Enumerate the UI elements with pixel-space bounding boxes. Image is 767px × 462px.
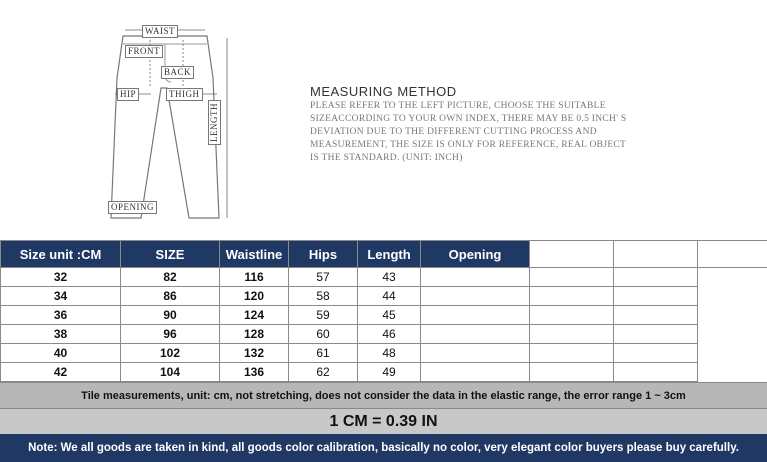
cell-length: 61 [289,344,358,363]
cell-waistline: 82 [121,268,220,287]
color-note: Note: We all goods are taken in kind, all goods color calibration, basically no color, very elegant color buyers please buy carefully. [0,434,767,462]
cell-hips: 136 [220,363,289,382]
table-row [1,363,767,382]
method-line: PLEASE REFER TO THE LEFT PICTURE, CHOOSE THE SUITABLE [310,101,606,111]
empty-cell [530,363,614,382]
method-line: MEASUREMENT, THE SIZE IS ONLY FOR REFERENCE, REAL OBJECT [310,140,627,150]
opening-label: OPENING [108,201,157,214]
cell-waistline: 90 [121,306,220,325]
header-opening: Opening [421,241,530,268]
empty-cell [421,325,530,344]
empty-cell [614,287,698,306]
cell-hips: 120 [220,287,289,306]
cell-waistline: 96 [121,325,220,344]
method-line: IS THE STANDARD. (UNIT: INCH) [310,153,463,163]
header-size: SIZE [121,241,220,268]
empty-cell [530,306,614,325]
table-header-row [1,241,767,268]
empty-cell [530,241,614,268]
cell-hips: 132 [220,344,289,363]
method-line: DEVIATION DUE TO THE DIFFERENT CUTTING PROCESS AND [310,127,597,137]
cell-length: 59 [289,306,358,325]
pants-diagram [95,18,245,223]
cell-opening: 43 [358,268,421,287]
empty-cell [698,241,767,268]
header-hips: Hips [289,241,358,268]
length-label: LENGTH [208,100,221,145]
back-label: BACK [161,66,194,79]
cell-length: 57 [289,268,358,287]
cell-opening: 49 [358,363,421,382]
method-line: SIZEACCORDING TO YOUR OWN INDEX, THERE MAY BE 0.5 INCH' S [310,114,627,124]
empty-cell [530,268,614,287]
table-row [1,268,767,287]
empty-cell [614,268,698,287]
empty-cell [614,325,698,344]
empty-cell [614,241,698,268]
size-table [0,240,767,382]
empty-cell [421,344,530,363]
empty-cell [530,325,614,344]
empty-cell [421,287,530,306]
table-row [1,287,767,306]
empty-cell [614,344,698,363]
cell-size: 38 [1,325,121,344]
cell-opening: 45 [358,306,421,325]
front-label: FRONT [125,45,163,58]
cell-hips: 116 [220,268,289,287]
cell-opening: 48 [358,344,421,363]
empty-cell [614,306,698,325]
empty-cell [421,268,530,287]
unit-conversion-note: 1 CM = 0.39 IN [0,408,767,435]
cell-length: 62 [289,363,358,382]
measuring-method-text [310,100,670,165]
thigh-label: THIGH [166,88,203,101]
header-length: Length [358,241,421,268]
cell-length: 60 [289,325,358,344]
cell-size: 32 [1,268,121,287]
cell-waistline: 86 [121,287,220,306]
size-table-wrap [0,240,767,382]
header-waistline: Waistline [220,241,289,268]
empty-cell [530,344,614,363]
empty-cell [421,363,530,382]
cell-waistline: 104 [121,363,220,382]
cell-length: 58 [289,287,358,306]
tile-measurement-note: Tile measurements, unit: cm, not stretching, does not consider the data in the elastic range, the error range 1 ~ 3cm [0,382,767,409]
cell-size: 36 [1,306,121,325]
table-row [1,344,767,363]
cell-opening: 46 [358,325,421,344]
cell-hips: 124 [220,306,289,325]
cell-hips: 128 [220,325,289,344]
table-row [1,325,767,344]
cell-opening: 44 [358,287,421,306]
size-unit-label: Size unit :CM [1,241,121,268]
cell-size: 42 [1,363,121,382]
empty-cell [421,306,530,325]
cell-size: 34 [1,287,121,306]
empty-cell [530,287,614,306]
table-row [1,306,767,325]
cell-waistline: 102 [121,344,220,363]
cell-size: 40 [1,344,121,363]
measuring-method-title: MEASURING METHOD [310,84,457,99]
empty-cell [614,363,698,382]
hip-label: HIP [117,88,139,101]
waist-label: WAIST [142,25,178,38]
